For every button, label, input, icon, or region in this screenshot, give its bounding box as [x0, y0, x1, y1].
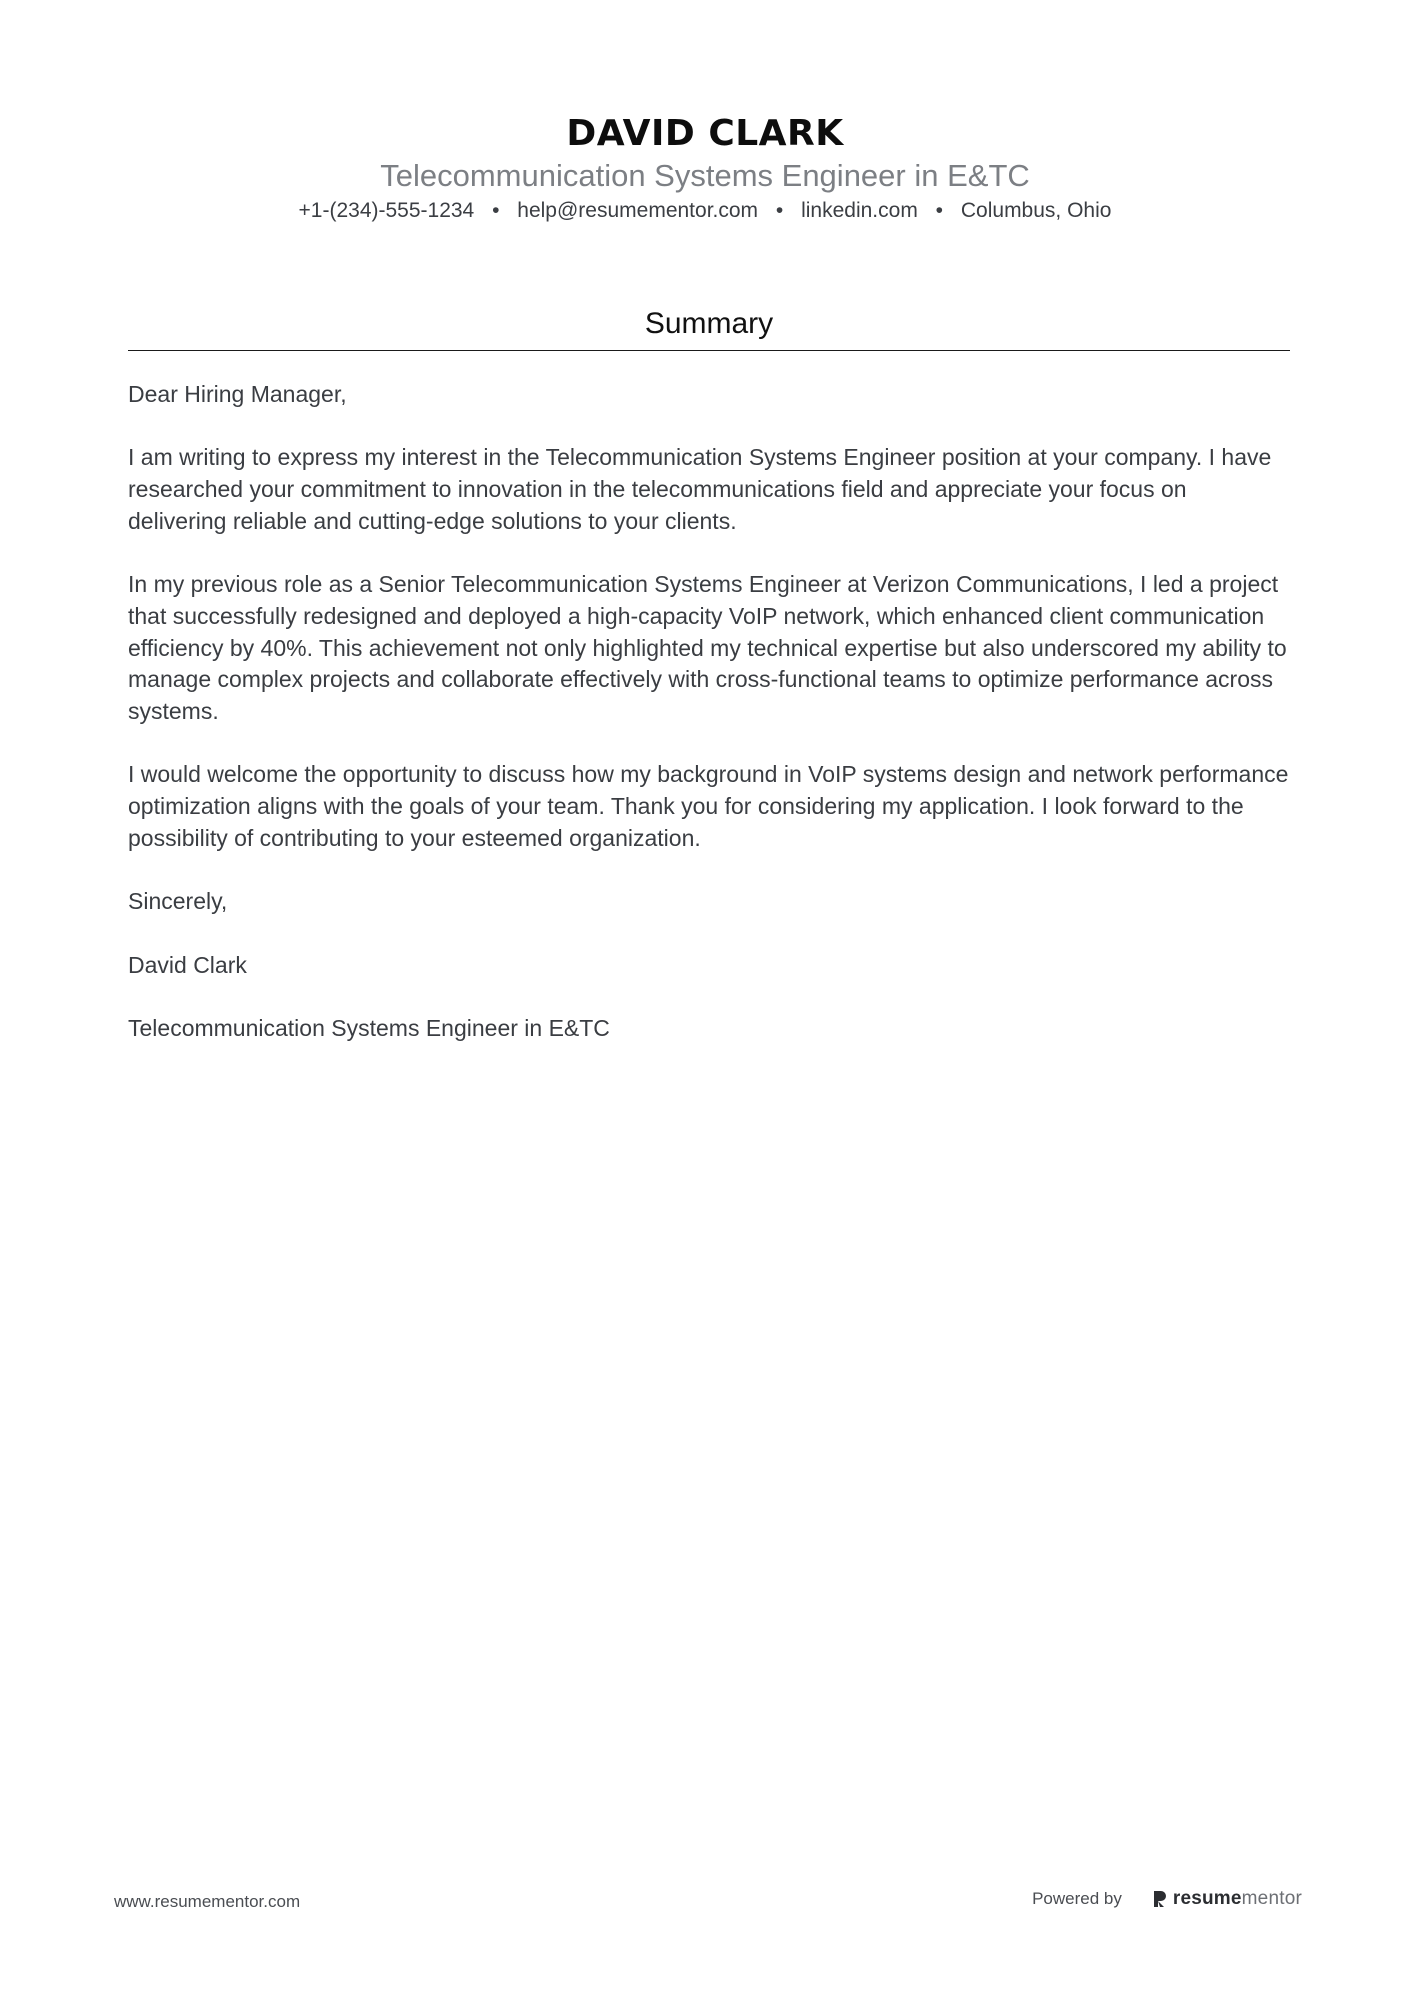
closing: Sincerely,: [128, 888, 228, 915]
brand-name-bold: resume: [1172, 1888, 1242, 1909]
signature-name: David Clark: [128, 951, 247, 978]
contact-separator: •: [492, 199, 500, 222]
letter-body: [128, 379, 1290, 1076]
brand-name: [1173, 1888, 1302, 1910]
brand-name-light: mentor: [1241, 1888, 1302, 1909]
contact-email[interactable]: help@resumementor.com: [517, 199, 759, 222]
footer-website[interactable]: www.resumementor.com: [114, 1892, 301, 1911]
contact-linkedin[interactable]: linkedin.com: [801, 199, 918, 222]
contact-location: Columbus, Ohio: [960, 199, 1112, 222]
contact-separator: •: [935, 199, 944, 222]
resumementor-logo-icon: [1152, 1889, 1168, 1909]
signature-title: Telecommunication Systems Engineer in E&TC: [128, 1014, 610, 1041]
section-title: Summary: [644, 307, 774, 340]
salutation: Dear Hiring Manager,: [128, 381, 347, 407]
candidate-name: DAVID CLARK: [566, 113, 844, 154]
candidate-title: Telecommunication Systems Engineer in E&TC: [380, 158, 1030, 193]
letter-paragraph: In my previous role as a Senior Telecommunication Systems Engineer at Verizon Communications, I led a project that successfully redesigned and deployed a high-capacity VoIP network, which enhanced client communication efficiency by 40%. This achievement not only highlighted my technical expertise but also underscored my ability to manage complex projects and collaborate effectively with cross-functional teams to optimize performance across systems.: [128, 571, 1287, 724]
footer-branding: [1032, 1888, 1302, 1910]
powered-by-label: Powered by: [1032, 1889, 1122, 1908]
letter-paragraph: I am writing to express my interest in the Telecommunication Systems Engineer position at your company. I have researched your commitment to innovation in the telecommunications field and appreciate your focus on delivering reliable and cutting-edge solutions to your clients.: [128, 444, 1272, 534]
section-divider: [128, 350, 1290, 351]
letter-header: [0, 112, 1410, 224]
letter-paragraph: I would welcome the opportunity to discuss how my background in VoIP systems design and network performance optimization aligns with the goals of your team. Thank you for considering my application. I look forward to the possibility of contributing to your esteemed organization.: [128, 761, 1289, 851]
contact-separator: •: [775, 199, 784, 222]
brand-logo[interactable]: [1152, 1888, 1302, 1910]
contact-phone: +1-(234)-555-1234: [298, 199, 475, 222]
contact-line: [0, 198, 1410, 224]
section-header: [128, 306, 1290, 342]
